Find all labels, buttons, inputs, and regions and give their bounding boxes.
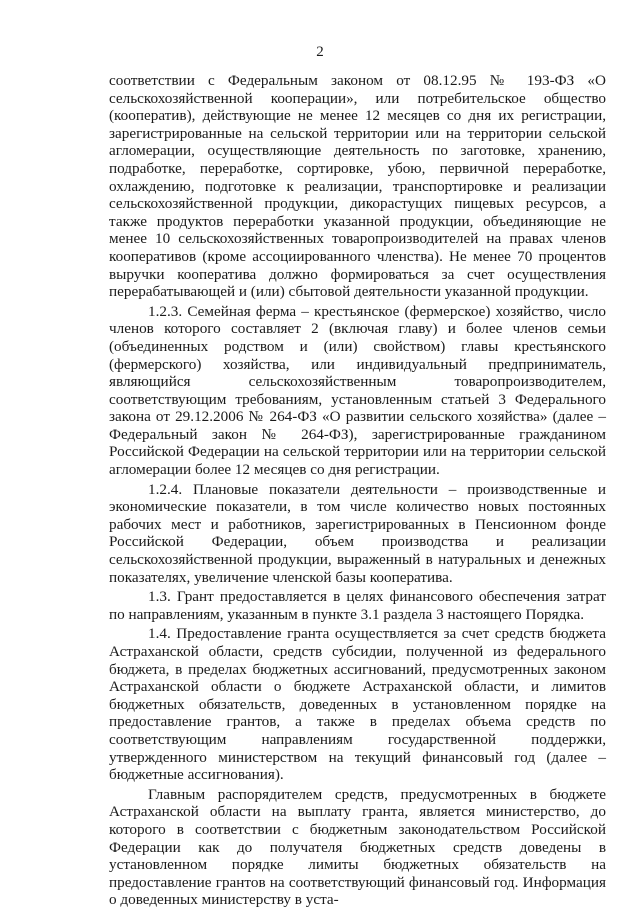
paragraph-1-3-grant-purpose: 1.3. Грант предоставляется в целях финансового обеспечения затрат по направлениям, указанным в пункте 3.1 раздела 3 настоящего Порядка. [109,588,606,623]
paragraph-chief-administrator: Главным распорядителем средств, предусмотренных в бюджете Астраханской области на выплату гранта, является министерство, до которого в соответствии с бюджетным законодательством Российской Федерации как до получателя бюджетных средств доведены в установленном порядке лимиты бюджетных обязательств на предоставление грантов на соответствующий финансовый год. Информация о доведенных министерству в уста- [109,785,606,909]
paragraph-1-2-4-planned-indicators: 1.2.4. Плановые показатели деятельности – производственные и экономические показатели, в том числе количество новых постоянных рабочих мест и работников, зарегистрированных в Пенсионном фонде Российской Федерации, объем производства и реализации сельскохозяйственной продукции, выраженный в натуральных и денежных показателях, увеличение членской базы кооператива. [109,480,606,586]
paragraph-1-4-grant-funding: 1.4. Предоставление гранта осуществляется за счет средств бюджета Астраханской области, средств субсидии, полученной из федерального бюджета, в пределах бюджетных ассигнований, предусмотренных законом Астраханской области о бюджете Астраханской области, и лимитов бюджетных обязательств, доведенных в установленном порядке на предоставление грантов, а также в пределах объема средств по соответствующим направлениям государственной поддержки, утвержденного министерством на текущий финансовый год (далее – бюджетные ассигнования). [109,625,606,784]
paragraph-1-2-3-family-farm: 1.2.3. Семейная ферма – крестьянское (фермерское) хозяйство, число членов которого составляет 2 (включая главу) и более членов семьи (объединенных родством и (или) свойством) главы крестьянского (фермерского) хозяйства, или индивидуальный предприниматель, являющийся сельскохозяйственным товаропроизводителем, соответствующим требованиям, установленным статьей 3 Федерального закона от 29.12.2006 № 264-ФЗ «О развитии сельского хозяйства» (далее – Федеральный закон № 264-ФЗ), зарегистрированные гражданином Российской Федерации на сельской территории или на территории сельской агломерации более 12 месяцев со дня регистрации. [109,302,606,479]
paragraph-cooperative-definition: соответствии с Федеральным законом от 08.12.95 № 193-ФЗ «О сельскохозяйственной кооперации», или потребительское общество (кооператив), действующие не менее 12 месяцев со дня их регистрации, зарегистрированные на сельской территории или на территории сельской агломерации, осуществляющие деятельность по заготовке, хранению, подработке, переработке, сортировке, убою, первичной переработке, охлаждению, подготовке к реализации, транспортировке и реализации сельскохозяйственной продукции, дикорастущих пищевых ресурсов, а также продуктов переработки указанной продукции, объединяющие не менее 10 сельскохозяйственных товаропроизводителей на правах членов кооперативов (кроме ассоциированного членства). Не менее 70 процентов выручки кооператива должно формироваться за счет осуществления перерабатывающей и (или) сбытовой деятельности указанной продукции. [109,72,606,301]
page-number: 2 [316,44,324,60]
document-body [109,72,606,909]
